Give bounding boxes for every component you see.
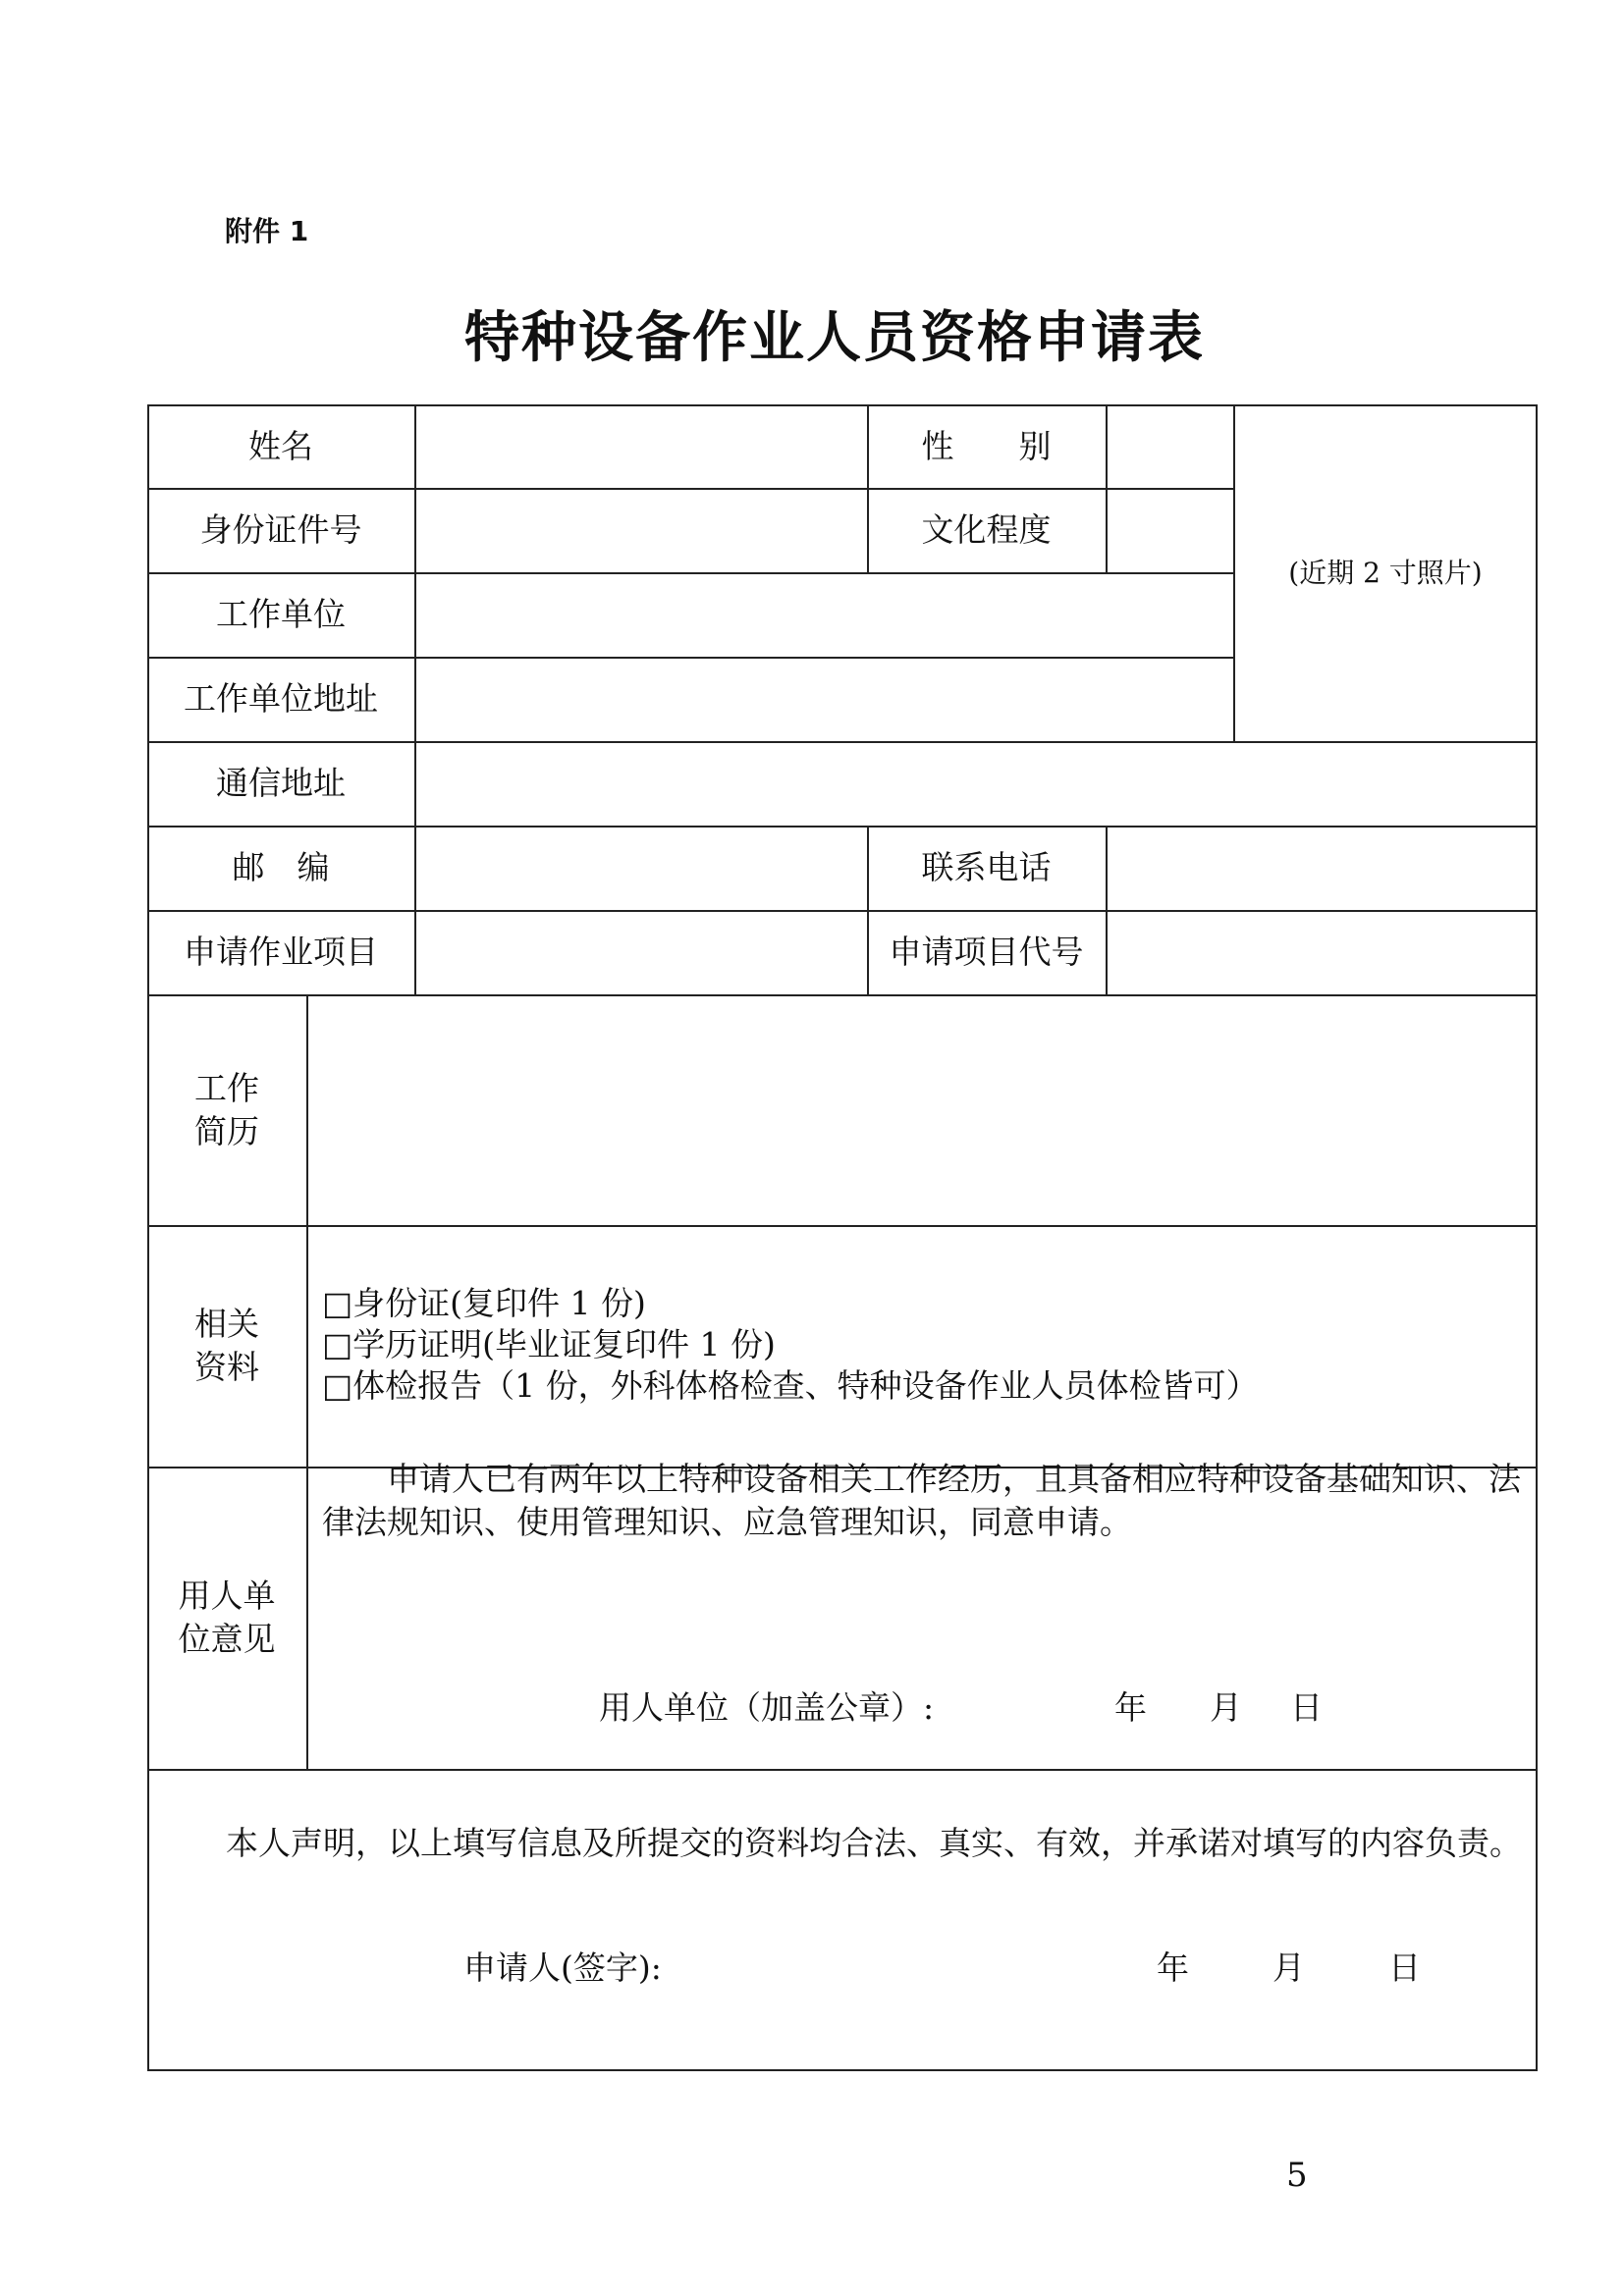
name-input[interactable] [416, 406, 867, 488]
materials-label: 相关 资料 [194, 1305, 259, 1386]
photo-placeholder[interactable]: (近期 2 寸照片) [1288, 556, 1483, 589]
applicant-date-month: 月 [1272, 1949, 1305, 1987]
employer-address-input[interactable] [416, 659, 1233, 741]
applicant-date-day: 日 [1388, 1949, 1421, 1987]
form-title: 特种设备作业人员资格申请表 [464, 306, 1205, 370]
applied-item-label: 申请作业项目 [184, 933, 378, 971]
name-label: 姓名 [248, 426, 313, 465]
application-form [147, 404, 1538, 2071]
employer-label: 工作单位 [216, 595, 346, 633]
employer-date-day: 日 [1290, 1688, 1323, 1727]
employer-input[interactable] [416, 574, 1233, 657]
applicant-date-year: 年 [1157, 1949, 1189, 1987]
applicant-sign-label: 申请人(签字): [463, 1949, 662, 1987]
materials-item-id-card[interactable]: □身份证(复印件 1 份) [322, 1284, 646, 1322]
applied-item-code-label: 申请项目代号 [889, 933, 1084, 971]
page-number: 5 [1286, 2156, 1308, 2195]
education-label: 文化程度 [921, 510, 1052, 549]
gender-input[interactable] [1108, 406, 1233, 488]
materials-list [322, 1283, 1259, 1407]
id-number-label: 身份证件号 [199, 510, 362, 549]
materials-item-education[interactable]: □学历证明(毕业证复印件 1 份) [322, 1325, 776, 1363]
phone-label: 联系电话 [921, 848, 1052, 886]
employer-opinion-text: 申请人已有两年以上特种设备相关工作经历，且具备相应特种设备基础知识、法律法规知识、使用管理知识、应急管理知识，同意申请。 [322, 1460, 1521, 1541]
mailing-address-input[interactable] [416, 743, 1536, 826]
attachment-label: 附件 1 [225, 215, 309, 247]
postcode-label: 邮 编 [232, 848, 330, 886]
employer-sign-label: 用人单位（加盖公章）: [599, 1688, 935, 1727]
resume-label: 工作 简历 [194, 1068, 259, 1150]
postcode-input[interactable] [416, 828, 867, 910]
mailing-address-label: 通信地址 [216, 764, 346, 802]
resume-input[interactable] [308, 996, 1536, 1225]
applied-item-code-input[interactable] [1108, 912, 1536, 994]
id-number-input[interactable] [416, 490, 867, 572]
employer-date-month: 月 [1210, 1688, 1242, 1727]
employer-opinion-label: 用人单 位意见 [178, 1576, 276, 1658]
employer-address-label: 工作单位地址 [184, 679, 378, 718]
education-input[interactable] [1108, 490, 1233, 572]
gender-label: 性 别 [921, 426, 1052, 465]
phone-input[interactable] [1108, 828, 1536, 910]
applied-item-input[interactable] [416, 912, 867, 994]
employer-date-year: 年 [1114, 1688, 1147, 1727]
materials-item-health-check[interactable]: □体检报告（1 份，外科体格检查、特种设备作业人员体检皆可） [322, 1366, 1259, 1405]
applicant-declaration: 本人声明，以上填写信息及所提交的资料均合法、真实、有效，并承诺对填写的内容负责。 [226, 1824, 1522, 1862]
